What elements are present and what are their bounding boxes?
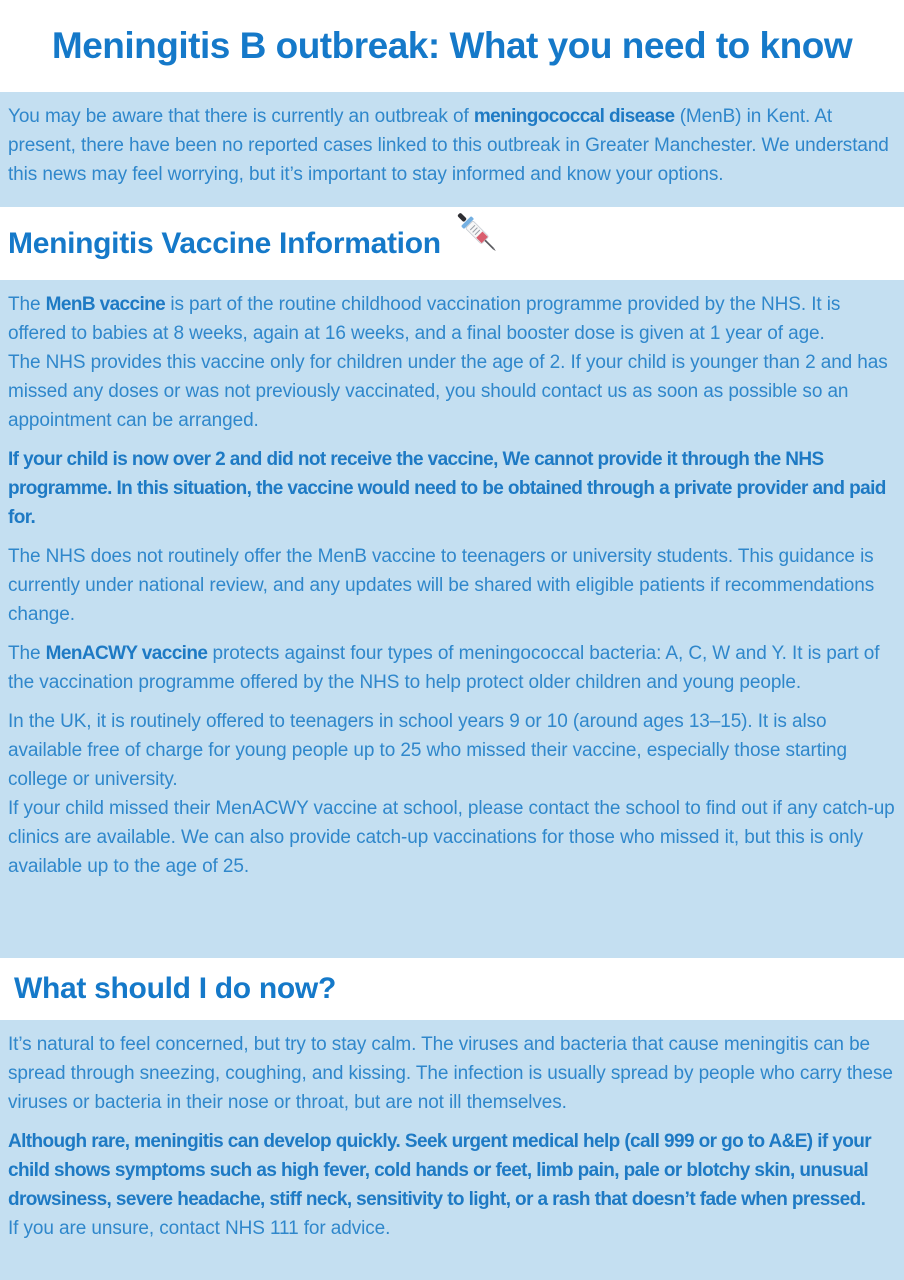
text-segment: It’s natural to feel concerned, but try to stay calm. The viruses and bacteria that cause meningitis can be spread through sneezing, coughing, and kissing. The infection is usually spread by people who carry these viruses or bacteria in their nose or throat, but are not ill themselves. xyxy=(8,1034,893,1113)
paragraph xyxy=(8,445,896,532)
paragraph xyxy=(8,1214,896,1243)
text-segment: If your child is now over 2 and did not receive the vaccine, We cannot provide it through the NHS programme. In this situation, the vaccine would need to be obtained through a private provider and paid for. xyxy=(8,449,886,528)
paragraph xyxy=(8,794,896,881)
paragraph xyxy=(8,707,896,794)
text-segment: The xyxy=(8,294,46,315)
vaccine-section-header xyxy=(0,207,904,280)
paragraph xyxy=(8,1127,896,1214)
paragraph xyxy=(8,1030,896,1117)
vaccine-section-heading: Meningitis Vaccine Information xyxy=(8,226,441,260)
paragraph xyxy=(8,290,896,348)
paragraph xyxy=(8,639,896,697)
action-section-header xyxy=(0,958,904,1020)
text-segment: MenACWY vaccine xyxy=(45,643,208,664)
text-segment: If your child missed their MenACWY vaccine at school, please contact the school to find out if any catch-up clinics are available. We can also provide catch-up vaccinations for those who missed it, but this is only available up to the age of 25. xyxy=(8,798,895,877)
text-segment: Although rare, meningitis can develop quickly. Seek urgent medical help (call 999 or go to A&E) if your child shows symptoms such as high fever, cold hands or feet, limb pain, pale or blotchy skin, unusual drowsiness, severe headache, stiff neck, sensitivity to light, or a rash that doesn’t fade when pressed. xyxy=(8,1131,872,1210)
text-segment: (MenB) in Kent. At present, there have been no reported cases linked to this outbreak in Greater Manchester. We understand this news may feel worrying, but it’s important to stay informed and know your options. xyxy=(8,106,889,185)
text-segment: In the UK, it is routinely offered to teenagers in school years 9 or 10 (around ages 13–15). It is also available free of charge for young people up to 25 who missed their vaccine, especially those starting college or university. xyxy=(8,711,847,790)
text-segment: The NHS provides this vaccine only for children under the age of 2. If your child is younger than 2 and has missed any doses or was not previously vaccinated, you should contact us as soon as possible so an appointment can be arranged. xyxy=(8,352,888,431)
paragraph xyxy=(8,102,896,189)
text-segment: If you are unsure, contact NHS 111 for advice. xyxy=(8,1218,391,1239)
page-header xyxy=(0,0,904,92)
action-panel xyxy=(0,1020,904,1280)
vaccine-panel xyxy=(0,280,904,958)
text-segment: is part of the routine childhood vaccination programme provided by the NHS. It is offered to babies at 8 weeks, again at 16 weeks, and a final booster dose is given at 1 year of age. xyxy=(8,294,841,344)
text-segment: meningococcal disease xyxy=(473,106,675,127)
syringe-icon xyxy=(451,204,505,267)
page-title: Meningitis B outbreak: What you need to know xyxy=(51,25,853,66)
action-section-heading: What should I do now? xyxy=(14,972,336,1005)
intro-panel xyxy=(0,92,904,207)
text-segment: The NHS does not routinely offer the MenB vaccine to teenagers or university students. This guidance is currently under national review, and any updates will be shared with eligible patients if recommendations change. xyxy=(8,546,875,625)
text-segment: The xyxy=(8,643,46,664)
paragraph xyxy=(8,348,896,435)
paragraph xyxy=(8,542,896,629)
text-segment: MenB vaccine xyxy=(45,294,166,315)
text-segment: You may be aware that there is currently an outbreak of xyxy=(8,106,474,127)
text-segment: protects against four types of meningococcal bacteria: A, C, W and Y. It is part of the vaccination programme offered by the NHS to help protect older children and young people. xyxy=(8,643,880,693)
